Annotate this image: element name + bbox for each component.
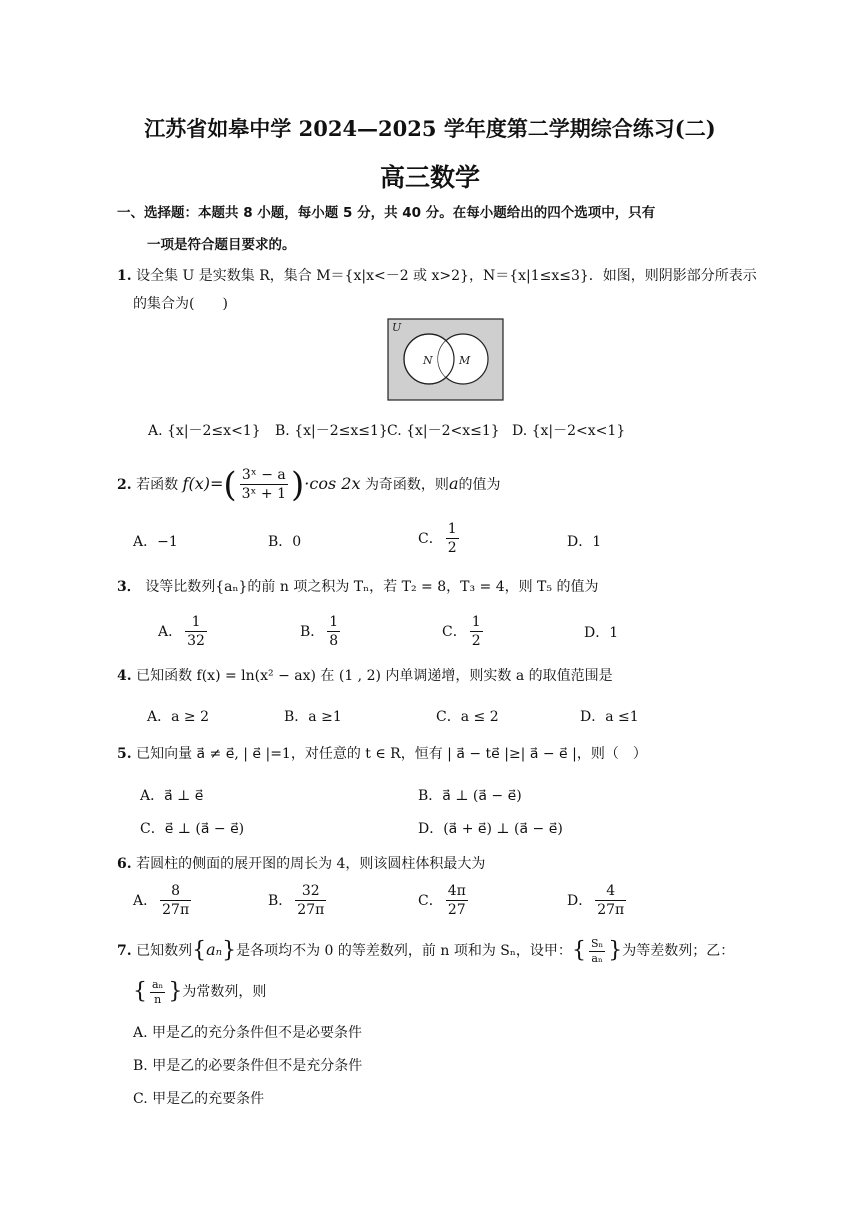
q7-frac2: [150, 978, 165, 1007]
q3-option-b: [300, 613, 343, 651]
q7-text-a: 已知数列: [136, 943, 193, 959]
q6-option-c: [418, 882, 471, 920]
q3-text: 设等比数列{aₙ}的前 n 项之积为 Tₙ，若 T₂ = 8，T₃ = 4，则 T₅ 的值为: [145, 579, 599, 595]
q3-number: 3．: [117, 579, 141, 595]
q4-option-b: B．a ≥1: [284, 709, 342, 725]
q6-option-d: [567, 882, 629, 920]
q3-option-c-label: C．: [442, 624, 467, 640]
q4-option-c: C．a ≤ 2: [436, 709, 499, 725]
q7-number: 7.: [117, 943, 132, 959]
q3-option-b-num: 1: [329, 614, 339, 630]
q1-stem-line1: [117, 267, 757, 285]
q2-fx: f(x)=: [182, 474, 224, 493]
q3-option-d: D．1: [584, 625, 619, 641]
q6-option-d-fraction: [595, 882, 626, 920]
q3-option-c-num: 1: [471, 614, 481, 630]
venn-label-u: U: [392, 321, 402, 334]
q6-option-c-fraction: [446, 882, 468, 920]
q2-option-b: B．0: [268, 534, 302, 550]
q1-stem-line2: 的集合为( ): [133, 296, 228, 312]
q2-cos: ·cos 2x: [304, 474, 361, 493]
q4-option-d: D．a ≤1: [580, 709, 639, 725]
q1-text-a: 设全集 U 是实数集 R，集合 M＝{x|x<－2 或 x>2}，N＝{x|1≤x≤3}．如图，则阴影部分所表示: [136, 268, 757, 284]
q6-option-b-label: B．: [268, 893, 293, 909]
venn-diagram: [387, 318, 505, 402]
q7-seq: aₙ: [206, 940, 223, 959]
q3-option-c-fraction: [470, 613, 483, 651]
q6-number: 6.: [117, 856, 132, 872]
exam-subject: 高三数学: [379, 163, 480, 192]
q2-stem: [117, 462, 500, 507]
q2-lparen: (: [223, 465, 237, 505]
q3-option-b-den: 8: [329, 633, 339, 649]
q3-option-a: [158, 613, 210, 651]
q2-numerator: 3ˣ − a: [241, 467, 286, 483]
q6-option-b: [268, 882, 329, 920]
q6-option-c-num: 4π: [447, 883, 466, 899]
q6-text: 若圆柱的侧面的展开图的周长为 4，则该圆柱体积最大为: [136, 856, 486, 872]
q3-option-a-fraction: [185, 613, 207, 651]
q2-fraction: [240, 466, 288, 504]
q5-option-c: C．e⃗ ⊥ (a⃗ − e⃗): [140, 821, 245, 837]
q2-post2: 的值为: [458, 477, 501, 493]
q3-option-a-num: 1: [191, 614, 201, 630]
q5-stem: [117, 745, 647, 763]
q7-brace3-close: }: [168, 979, 183, 1004]
section-heading-line2: 一项是符合题目要求的。: [147, 237, 296, 253]
q7-text-b: 是各项均不为 0 的等差数列，前 n 项和为 Sₙ，设甲：: [236, 943, 572, 959]
q5-number: 5.: [117, 746, 132, 762]
venn-label-n: N: [423, 354, 433, 367]
q2-option-d: D．1: [567, 534, 602, 550]
q1-option-a: A. {x|－2≤x<1}: [148, 423, 261, 439]
q7-stem-line1: [117, 930, 734, 971]
q4-stem: [117, 667, 613, 685]
q2-option-c-num: 1: [447, 521, 457, 537]
q7-frac1: [589, 937, 605, 966]
venn-label-m: M: [459, 354, 471, 367]
q6-option-a-fraction: [160, 882, 191, 920]
q7-stem-line2: [133, 972, 266, 1012]
q7-frac1-num: Sₙ: [590, 936, 604, 950]
q2-option-c-fraction: [446, 520, 459, 558]
q2-post: 为奇函数，则: [364, 477, 449, 493]
q7-option-b: B. 甲是乙的必要条件但不是充分条件: [133, 1058, 363, 1074]
q2-option-c-label: C．: [418, 531, 443, 547]
q6-option-b-num: 32: [301, 883, 320, 899]
q4-option-a: A．a ≥ 2: [147, 709, 209, 725]
q7-option-a: A. 甲是乙的充分条件但不是必要条件: [133, 1025, 363, 1041]
q3-option-c: [442, 613, 486, 651]
q6-option-c-den: 27: [446, 900, 468, 920]
q1-number: 1.: [117, 268, 132, 284]
q6-option-a-label: A．: [133, 893, 158, 909]
q6-option-a-num: 8: [171, 883, 181, 899]
q3-option-b-label: B．: [300, 624, 325, 640]
q2-denominator: 3ˣ + 1: [241, 486, 287, 502]
q7-frac1-den: aₙ: [589, 951, 605, 966]
q5-option-b: B．a⃗ ⊥ (a⃗ − e⃗): [418, 788, 522, 804]
q2-option-c-den: 2: [447, 540, 457, 556]
q7-frac2-num: aₙ: [152, 977, 164, 991]
q5-option-a: A．a⃗ ⊥ e⃗: [140, 788, 204, 804]
q4-number: 4.: [117, 668, 132, 684]
q6-option-a-den: 27π: [162, 902, 190, 918]
q7-text-d: 为常数列，则: [182, 984, 267, 1000]
q2-rparen: ): [291, 465, 305, 505]
q3-option-a-den: 32: [187, 633, 205, 649]
q1-option-d: D. {x|－2<x<1}: [512, 423, 626, 439]
q6-option-d-num: 4: [606, 883, 616, 899]
exam-title: 江苏省如皋中学 2024—2025 学年度第二学期综合练习(二): [144, 116, 716, 141]
q3-option-b-fraction: [327, 613, 340, 651]
q6-option-d-label: D．: [567, 893, 593, 909]
q5-option-d: D．(a⃗ + e⃗) ⊥ (a⃗ − e⃗): [418, 821, 563, 837]
q1-option-b: B. {x|－2≤x≤1}: [275, 423, 388, 439]
q3-option-a-label: A．: [158, 624, 183, 640]
q7-frac2-den: n: [150, 992, 165, 1007]
q7-brace3-open: {: [133, 979, 147, 1004]
q6-option-d-den: 27π: [597, 902, 625, 918]
q2-pre: 若函数: [136, 477, 179, 493]
q7-text-c: 为等差数列；乙：: [622, 943, 735, 959]
q7-brace-close: }: [222, 938, 237, 963]
q7-option-c: C. 甲是乙的充要条件: [133, 1091, 265, 1107]
q2-option-a: A．−1: [133, 534, 178, 550]
q6-option-c-label: C．: [418, 893, 443, 909]
q7-brace2-close: }: [608, 938, 623, 963]
q4-text: 已知函数 f(x) = ln(x² − ax) 在 (1 , 2) 内单调递增，则实数 a 的取值范围是: [136, 668, 613, 684]
q2-number: 2.: [117, 477, 132, 493]
q6-stem: [117, 855, 485, 873]
q6-option-b-fraction: [295, 882, 326, 920]
q2-var: a: [448, 474, 459, 493]
q7-brace2-open: {: [571, 938, 586, 963]
q6-option-a: [133, 882, 194, 920]
q3-stem: [117, 578, 598, 596]
q5-text: 已知向量 a⃗ ≠ e⃗, | e⃗ |=1，对任意的 t ∈ R，恒有 | a⃗ − te⃗ |≥| a⃗ − e⃗ |，则（ ）: [136, 746, 647, 762]
section-heading-line1: 一、选择题：本题共 8 小题，每小题 5 分，共 40 分。在每小题给出的四个选项中，只有: [117, 205, 656, 221]
q6-option-b-den: 27π: [297, 902, 325, 918]
q2-option-c: [418, 520, 462, 558]
q1-option-c: C. {x|－2<x≤1}: [387, 423, 500, 439]
q3-option-c-den: 2: [471, 633, 481, 649]
q7-brace-open: {: [192, 938, 207, 963]
